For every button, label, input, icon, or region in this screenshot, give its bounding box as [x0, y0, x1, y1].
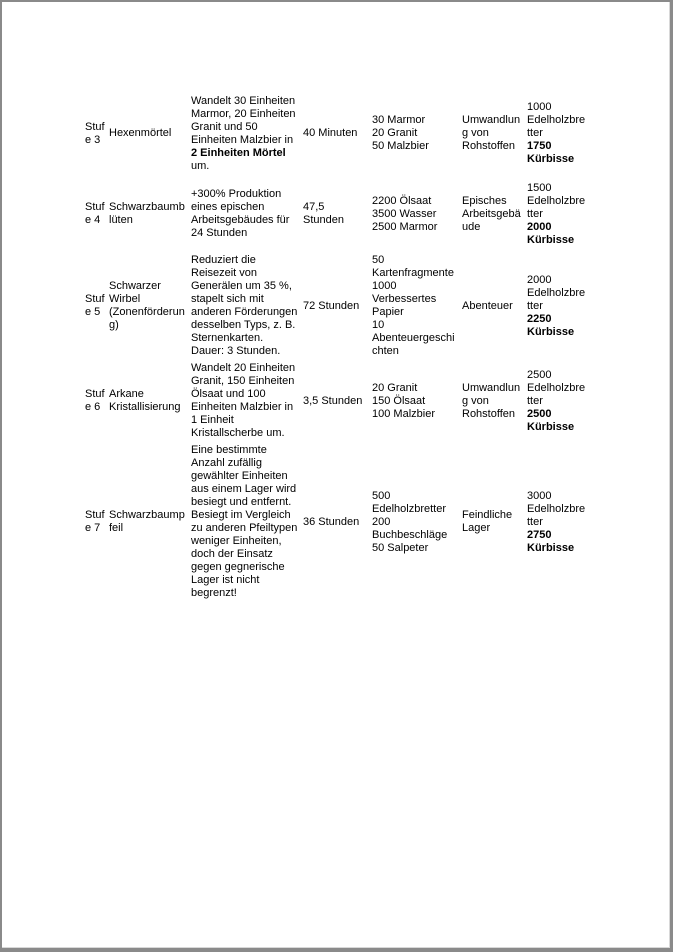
stufe-line: Stuf [85, 293, 105, 305]
cost-line: Kartenfragmente [372, 267, 454, 279]
description-line: Kristallscherbe um. [191, 427, 285, 439]
unlock-line: 1500 [527, 181, 552, 194]
costs-cell [370, 91, 460, 176]
name-cell [107, 442, 189, 602]
costs-cell [370, 176, 460, 252]
category-cell [460, 176, 525, 252]
unlock-line-bold: Kürbisse [527, 153, 575, 165]
name-line: Schwarzer [109, 280, 161, 292]
unlock-cell [525, 442, 591, 602]
category-line: ude [462, 220, 481, 233]
unlock-cell [525, 360, 591, 442]
name-line: Arkane [109, 388, 144, 400]
duration-line: 72 Stunden [303, 299, 360, 312]
name-cell [107, 252, 189, 360]
cost-line: chten [372, 345, 399, 357]
description-line: +300% Produktion [191, 188, 282, 200]
description-line: zu anderen Pfeiltypen [191, 522, 298, 534]
costs-cell [370, 252, 460, 360]
unlock-line-bold: Kürbisse [527, 233, 575, 246]
duration-cell [301, 252, 370, 360]
unlock-line-bold: 2250 [527, 312, 552, 325]
cost-line: 1000 [372, 280, 397, 292]
description-line: Besiegt im Vergleich [191, 509, 291, 521]
unlock-line-bold: 2750 [527, 528, 552, 541]
description-line: aus einem Lager wird [191, 483, 297, 495]
description-cell [189, 442, 301, 602]
description-line: Dauer: 3 Stunden. [191, 345, 281, 357]
duration-cell [301, 360, 370, 442]
description-line: Marmor, 20 Einheiten [191, 107, 296, 120]
category-cell [460, 252, 525, 360]
unlock-line-bold: Kürbisse [527, 420, 575, 433]
stufe-line: e 5 [85, 306, 101, 318]
description-line: Granit, 150 Einheiten [191, 375, 295, 387]
category-line: Umwandlun [462, 114, 521, 126]
name-cell [107, 176, 189, 252]
stufe-line: e 7 [85, 522, 101, 534]
costs-cell [370, 442, 460, 602]
description-line: Reduziert die [191, 254, 256, 266]
unlock-line-bold: 1750 [527, 140, 552, 152]
stufe-cell [83, 176, 107, 252]
duration-cell [301, 442, 370, 602]
description-line: Einheiten Malzbier in [191, 133, 294, 146]
stufe-line: Stuf [85, 388, 105, 400]
cost-line: Buchbeschläge [372, 528, 448, 541]
level-table [83, 91, 591, 602]
category-line: Rohstoffen [462, 407, 516, 420]
unlock-line: tter [527, 515, 543, 528]
unlock-line: Edelholzbre [527, 286, 586, 299]
unlock-line: 1000 [527, 101, 552, 113]
description-line-bold: 2 Einheiten Mörtel [191, 146, 286, 159]
stufe-cell [83, 91, 107, 176]
category-line: Rohstoffen [462, 140, 516, 152]
description-line: Wandelt 30 Einheiten [191, 94, 296, 107]
unlock-line-bold: 2500 [527, 407, 552, 420]
category-line: Arbeitsgebä [462, 207, 521, 220]
unlock-line: tter [527, 207, 543, 220]
name-line: Wirbel [109, 293, 141, 305]
stufe-line: Stuf [85, 201, 105, 213]
table-row [83, 442, 591, 602]
category-line: Feindliche [462, 509, 513, 521]
name-line: Schwarzbaumb [109, 201, 185, 213]
document-page [2, 2, 670, 948]
description-line: anderen Förderungen [191, 306, 298, 318]
duration-line: 36 Stunden [303, 515, 360, 528]
description-line: Eine bestimmte [191, 444, 267, 456]
unlock-line: Edelholzbre [527, 114, 586, 126]
cost-line: Abenteuergeschi [372, 332, 455, 344]
category-line: Lager [462, 522, 491, 534]
duration-cell [301, 91, 370, 176]
unlock-line: Edelholzbre [527, 194, 586, 207]
category-line: g von [462, 127, 489, 139]
cost-line: 100 Malzbier [372, 407, 435, 420]
description-line: desselben Typs, z. B. [191, 319, 296, 331]
category-line: Umwandlun [462, 381, 521, 394]
description-line: Anzahl zufällig [191, 457, 262, 469]
description-line: eines epischen [191, 201, 265, 213]
description-line: gegen gegnerische [191, 561, 285, 573]
duration-line: 47,5 [303, 201, 325, 213]
description-line: Granit und 50 [191, 120, 258, 133]
unlock-cell [525, 252, 591, 360]
cost-line: 150 Ölsaat [372, 394, 426, 407]
cost-line: 50 [372, 254, 385, 266]
category-cell [460, 91, 525, 176]
cost-line: 3500 Wasser [372, 207, 437, 220]
name-line: Kristallisierung [109, 401, 181, 413]
name-line: Hexenmörtel [109, 127, 172, 139]
table-row [83, 252, 591, 360]
description-line: doch der Einsatz [191, 548, 273, 560]
description-line: Generälen um 35 %, [191, 280, 292, 292]
description-line: 1 Einheit [191, 414, 234, 426]
description-line: weniger Einheiten, [191, 535, 282, 547]
description-line: Ölsaat und 100 [191, 388, 266, 400]
category-line: Abenteuer [462, 299, 513, 312]
name-cell [107, 360, 189, 442]
description-line: gewählter Einheiten [191, 470, 288, 482]
name-line: lüten [109, 214, 133, 226]
description-cell [189, 91, 301, 176]
cost-line: Verbessertes [372, 293, 437, 305]
cost-line: 500 [372, 489, 391, 502]
cost-line: 200 [372, 515, 391, 528]
cost-line: 30 Marmor [372, 114, 426, 126]
description-line: Lager ist nicht [191, 574, 260, 586]
unlock-line: 3000 [527, 489, 552, 502]
description-line: stapelt sich mit [191, 293, 264, 305]
stufe-line: Stuf [85, 509, 105, 521]
cost-line: 10 [372, 319, 385, 331]
unlock-line-bold: Kürbisse [527, 325, 575, 338]
description-line: begrenzt! [191, 587, 237, 599]
unlock-line: tter [527, 127, 543, 139]
duration-line: 40 Minuten [303, 127, 358, 139]
level-table-body [83, 91, 591, 602]
name-line: (Zonenförderun [109, 306, 185, 318]
name-line: Schwarzbaump [109, 509, 185, 521]
stufe-line: e 6 [85, 401, 101, 413]
name-line: feil [109, 522, 124, 534]
description-cell [189, 360, 301, 442]
description-line: um. [191, 159, 210, 172]
category-line: g von [462, 394, 489, 407]
description-line: Einheiten Malzbier in [191, 401, 294, 413]
description-cell [189, 252, 301, 360]
stufe-line: e 3 [85, 133, 101, 146]
cost-line: 20 Granit [372, 127, 418, 139]
description-line: Wandelt 20 Einheiten [191, 362, 296, 374]
duration-line: 3,5 Stunden [303, 394, 363, 407]
description-line: Reisezeit von [191, 267, 258, 279]
name-cell [107, 91, 189, 176]
costs-cell [370, 360, 460, 442]
category-cell [460, 360, 525, 442]
category-cell [460, 442, 525, 602]
cost-line: 2500 Marmor [372, 220, 438, 233]
description-line: besiegt und entfernt. [191, 496, 292, 508]
cost-line: 20 Granit [372, 381, 418, 394]
unlock-line-bold: Kürbisse [527, 541, 575, 554]
description-line: Sternenkarten. [191, 332, 264, 344]
description-cell [189, 176, 301, 252]
unlock-line: 2000 [527, 273, 552, 286]
duration-line: Stunden [303, 214, 344, 226]
unlock-line-bold: 2000 [527, 220, 552, 233]
name-line: g) [109, 319, 119, 331]
cost-line: 50 Salpeter [372, 541, 429, 554]
description-line: Arbeitsgebäudes für [191, 214, 290, 226]
unlock-line: Edelholzbre [527, 502, 586, 515]
stufe-cell [83, 360, 107, 442]
unlock-line: tter [527, 394, 543, 407]
cost-line: Edelholzbretter [372, 502, 446, 515]
cost-line: 2200 Ölsaat [372, 194, 432, 207]
unlock-line: tter [527, 299, 543, 312]
cost-line: 50 Malzbier [372, 140, 429, 152]
category-line: Episches [462, 194, 507, 207]
stufe-cell [83, 252, 107, 360]
unlock-cell [525, 176, 591, 252]
cost-line: Papier [372, 306, 404, 318]
stufe-cell [83, 442, 107, 602]
unlock-cell [525, 91, 591, 176]
stufe-line: Stuf [85, 120, 105, 133]
duration-cell [301, 176, 370, 252]
unlock-line: Edelholzbre [527, 381, 586, 394]
unlock-line: 2500 [527, 368, 552, 381]
table-row [83, 91, 591, 176]
table-row [83, 360, 591, 442]
stufe-line: e 4 [85, 214, 101, 226]
table-row [83, 176, 591, 252]
description-line: 24 Stunden [191, 227, 248, 239]
